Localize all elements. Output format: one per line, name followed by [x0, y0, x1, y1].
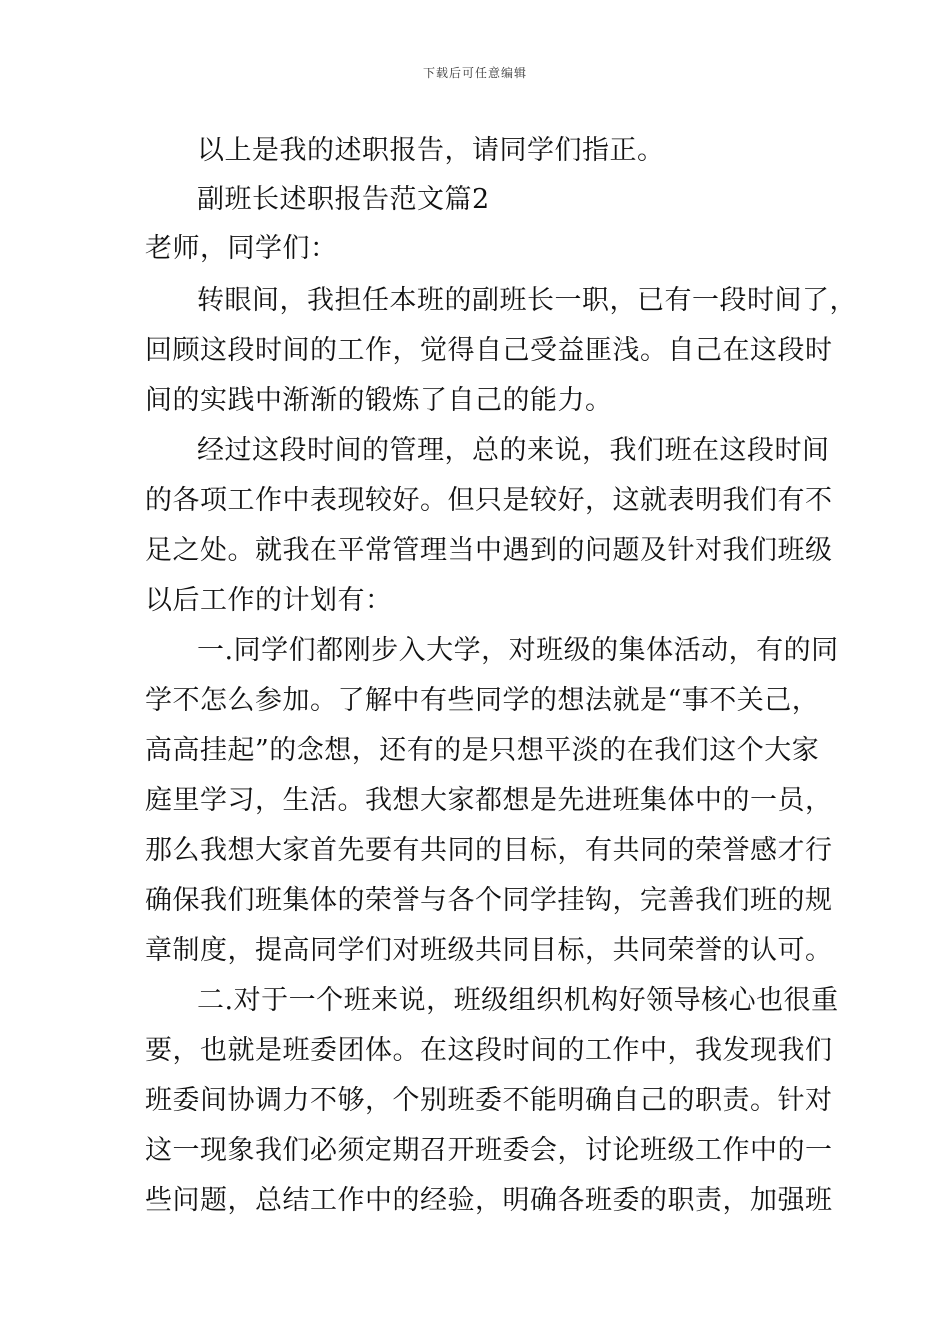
salutation: 老师，同学们： — [145, 233, 338, 264]
paragraph-line: 转眼间，我担任本班的副班长一职，已有一段时间了， — [197, 285, 857, 316]
paragraph-line: 要，也就是班委团体。在这段时间的工作中，我发现我们 — [145, 1035, 833, 1066]
paragraph-line: 学不怎么参加。了解中有些同学的想法就是“事不关己， — [145, 685, 820, 716]
paragraph-line: 足之处。就我在平常管理当中遇到的问题及针对我们班级 — [145, 535, 833, 566]
paragraph-line: 这一现象我们必须定期召开班委会，讨论班级工作中的一 — [145, 1135, 833, 1166]
paragraph-line: 间的实践中渐渐的锻炼了自己的能力。 — [145, 385, 613, 416]
paragraph-line: 庭里学习，生活。我想大家都想是先进班集体中的一员， — [145, 785, 833, 816]
paragraph-line: 那么我想大家首先要有共同的目标，有共同的荣誉感才行 — [145, 835, 833, 866]
paragraph-line: 回顾这段时间的工作，觉得自己受益匪浅。自己在这段时 — [145, 335, 833, 366]
paragraph-line: 一.同学们都刚步入大学，对班级的集体活动，有的同 — [197, 635, 839, 666]
paragraph-line: 的各项工作中表现较好。但只是较好，这就表明我们有不 — [145, 485, 833, 516]
paragraph-line: 确保我们班集体的荣誉与各个同学挂钩，完善我们班的规 — [145, 885, 833, 916]
paragraph-line: 些问题，总结工作中的经验，明确各班委的职责，加强班 — [145, 1185, 833, 1216]
paragraph-line: 章制度，提高同学们对班级共同目标，共同荣誉的认可。 — [145, 935, 833, 966]
closing-line: 以上是我的述职报告，请同学们指正。 — [197, 135, 665, 166]
paragraph-line: 以后工作的计划有： — [145, 585, 393, 616]
paragraph-line: 高高挂起”的念想，还有的是只想平淡的在我们这个大家 — [145, 735, 820, 766]
paragraph-line: 二.对于一个班来说，班级组织机构好领导核心也很重 — [197, 985, 839, 1016]
section-title: 副班长述职报告范文篇2 — [197, 184, 490, 215]
page-header: 下载后可任意编辑 — [422, 66, 527, 80]
paragraph-line: 班委间协调力不够，个别班委不能明确自己的职责。针对 — [145, 1085, 833, 1116]
paragraph-line: 经过这段时间的管理，总的来说，我们班在这段时间 — [197, 435, 830, 466]
